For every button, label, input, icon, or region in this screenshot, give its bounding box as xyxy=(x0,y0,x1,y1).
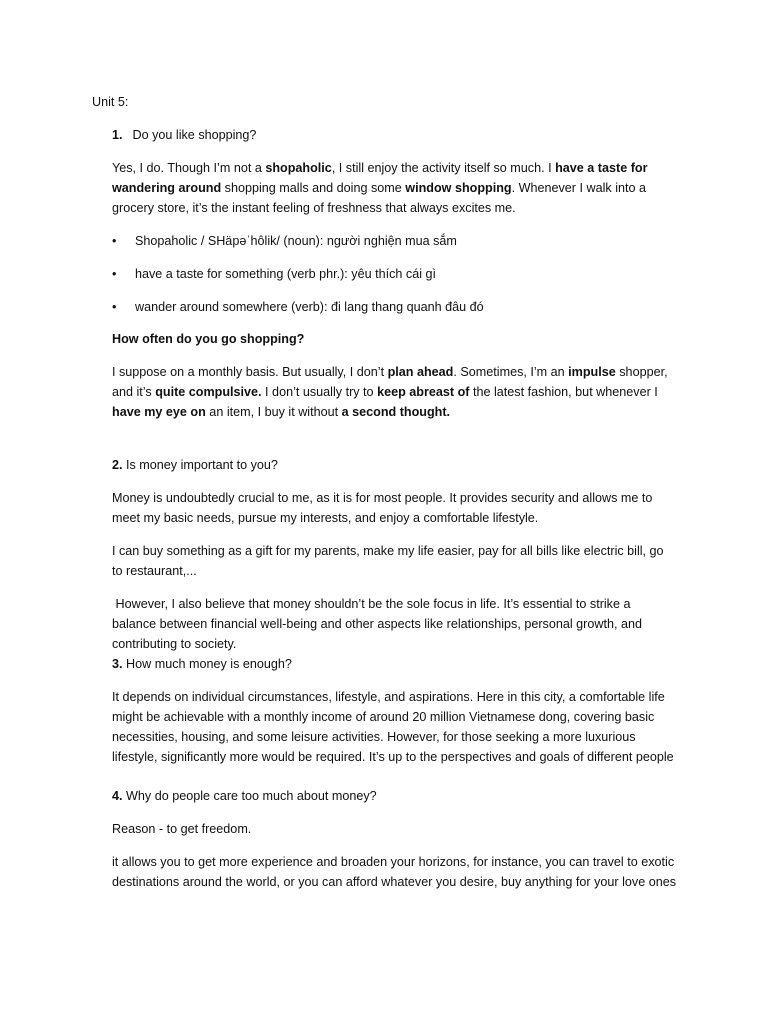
bullet-icon: • xyxy=(112,234,117,248)
question-4-number: 4. xyxy=(112,789,123,803)
bullet-icon: • xyxy=(112,267,117,281)
question-2-text: Is money important to you? xyxy=(122,458,278,472)
bullet-icon: • xyxy=(112,300,117,314)
answer-4-paragraph-1: Reason - to get freedom. xyxy=(112,822,252,836)
question-3 xyxy=(112,654,677,674)
vocab-text: wander around somewhere (verb): đi lang thang quanh đâu đó xyxy=(135,300,484,314)
answer-1b-paragraph xyxy=(112,362,677,422)
text-run: . Whenever I walk into a grocery store, it’s the instant feeling of freshness that always excites me. xyxy=(112,181,647,215)
text-run: , I still enjoy the activity itself so much. I xyxy=(331,161,556,175)
question-3-number: 3. xyxy=(112,657,123,671)
bold-run: keep abreast of xyxy=(377,385,470,399)
question-2 xyxy=(112,455,677,475)
question-1b xyxy=(112,329,677,349)
answer-4-paragraph-2: it allows you to get more experience and broaden your horizons, for instance, you can travel to exotic destinations around the world, or you can afford whatever you desire, buy anything for your love ones xyxy=(112,855,677,889)
vocab-text: have a taste for something (verb phr.): yêu thích cái gì xyxy=(135,267,437,281)
answer-2-paragraph-1: Money is undoubtedly crucial to me, as it is for most people. It provides security and allows me to meet my basic needs, pursue my interests, and enjoy a comfortable lifestyle. xyxy=(112,491,653,525)
unit-heading: Unit 5: xyxy=(92,95,129,109)
text-run: the latest fashion, but whenever I xyxy=(469,385,658,399)
bold-run: quite compulsive. xyxy=(155,385,262,399)
text-run: shopping malls and doing some xyxy=(221,181,406,195)
bold-run: plan ahead xyxy=(387,365,454,379)
text-run: . Sometimes, I’m an xyxy=(453,365,569,379)
text-run: an item, I buy it without xyxy=(205,405,342,419)
question-2-number: 2. xyxy=(112,458,123,472)
bold-run: a second thought. xyxy=(341,405,451,419)
answer-2-paragraph-2: I can buy something as a gift for my parents, make my life easier, pay for all bills like electric bill, go to restaurant,... xyxy=(112,544,664,578)
question-1-text: Do you like shopping? xyxy=(132,128,257,142)
bold-run: impulse xyxy=(568,365,616,379)
text-run: I suppose on a monthly basis. But usually, I don’t xyxy=(112,365,388,379)
text-run: shopper, and it’s xyxy=(112,365,668,399)
question-3-text: How much money is enough? xyxy=(122,657,292,671)
bold-run: have my eye on xyxy=(112,405,206,419)
question-1 xyxy=(112,125,677,145)
text-run: Yes, I do. Though I’m not a xyxy=(112,161,266,175)
bold-run: window shopping xyxy=(405,181,512,195)
answer-2-paragraph-3: However, I also believe that money shouldn’t be the sole focus in life. It’s essential to strike a balance between financial well-being and other aspects like relationships, personal growth, and contributing to society. xyxy=(112,597,646,651)
question-1-number: 1. xyxy=(112,128,123,142)
text-run: I don’t usually try to xyxy=(261,385,378,399)
bold-run: have a taste for wandering around xyxy=(112,161,648,195)
question-4 xyxy=(112,786,677,806)
answer-1-paragraph xyxy=(112,158,677,218)
question-4-text: Why do people care too much about money? xyxy=(122,789,377,803)
question-1b-text: How often do you go shopping? xyxy=(112,332,305,346)
vocab-text: Shopaholic / SHäpəˈhôlik/ (noun): người nghiện mua sắm xyxy=(135,234,457,248)
answer-3-paragraph: It depends on individual circumstances, lifestyle, and aspirations. Here in this city, a comfortable life might be achievable with a monthly income of around 20 million Vietnamese dong, covering basic necessities, housing, and some leisure activities. However, for those seeking a more luxurious lifestyle, significantly more would be required. It’s up to the perspectives and goals of different people xyxy=(112,690,674,764)
bold-run: shopaholic xyxy=(265,161,332,175)
